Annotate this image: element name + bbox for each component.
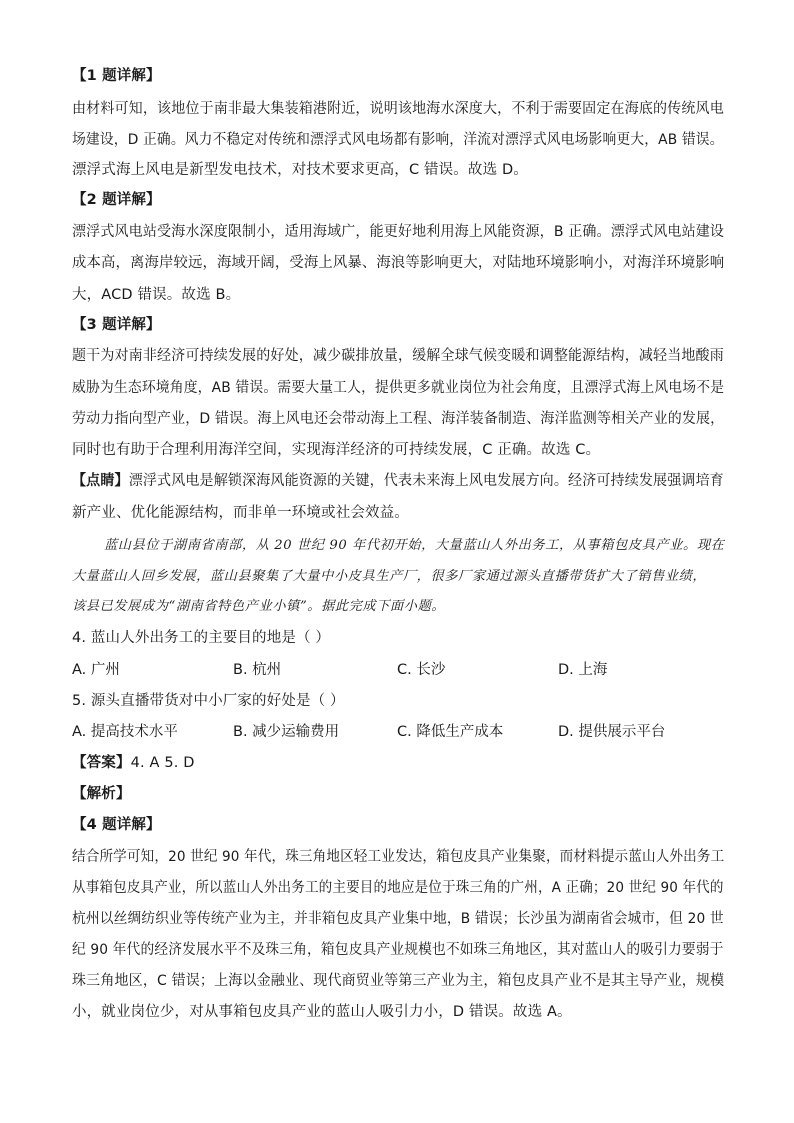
question5-option-b: B. 减少运输费用 — [233, 724, 340, 740]
q4-line-3: 杭州以丝绸纺织业等传统产业为主，并非箱包皮具产业集中地，B 错误；长沙虽为湖南省会城市，但 20 世 — [72, 911, 724, 927]
tip-line-1 — [72, 471, 724, 491]
q1-line-3: 漂浮式海上风电是新型发电技术，对技术要求更高，C 错误。故选 D。 — [72, 162, 528, 178]
q2-line-3: 大，ACD 错误。故选 B。 — [72, 287, 241, 303]
q1-line-1: 由材料可知，该地位于南非最大集装箱港附近，说明该地海水深度大，不利于需要固定在海底的传统风电 — [72, 101, 724, 117]
q3-line-3: 劳动力指向型产业，D 错误。海上风电还会带动海上工程、海洋装备制造、海洋监测等相关产业的发展， — [72, 411, 725, 427]
question4-option-d: D. 上海 — [558, 662, 608, 678]
question5-option-d: D. 提供展示平台 — [558, 724, 666, 740]
question5-stem: 5. 源头直播带货对中小厂家的好处是（ ） — [72, 693, 345, 709]
tip-line-2: 新产业、优化能源结构，而非单一环境或社会效益。 — [72, 505, 409, 521]
question5-option-a: A. 提高技术水平 — [72, 724, 178, 740]
passage-line-2: 大量蓝山人回乡发展，蓝山县聚集了大量中小皮具生产厂，很多厂家通过源头直播带货扩大了销售业绩， — [72, 569, 707, 584]
q2-heading: 【2 题详解】 — [72, 192, 161, 208]
passage-line-3: 该县已发展成为“湖南省特色产业小镇”。据此完成下面小题。 — [72, 599, 446, 614]
q4-line-1: 结合所学可知，20 世纪 90 年代，珠三角地区轻工业发达，箱包皮具产业集聚，而材料提示蓝山人外出务工 — [72, 849, 725, 865]
q4-line-5: 珠三角地区，C 错误；上海以金融业、现代商贸业等第三产业为主，箱包皮具产业不是其主导产业，规模 — [72, 973, 725, 989]
answer-text: 4. A 5. D — [130, 755, 195, 771]
tip-label: 【点睛】 — [72, 473, 129, 489]
q1-heading: 【1 题详解】 — [72, 68, 161, 84]
analysis-label: 【解析】 — [72, 786, 131, 802]
question4-option-a: A. 广州 — [72, 662, 120, 678]
question5-option-c: C. 降低生产成本 — [397, 724, 504, 740]
q3-line-4: 同时也有助于合理利用海洋空间，实现海洋经济的可持续发展，C 正确。故选 C。 — [72, 442, 601, 458]
q4-line-6: 小，就业岗位少，对从事箱包皮具产业的蓝山人吸引力小，D 错误。故选 A。 — [72, 1004, 572, 1020]
q1-line-2: 场建设，D 正确。风力不稳定对传统和漂浮式风电场都有影响，洋流对漂浮式风电场影响更大，AB 错误。 — [72, 132, 724, 148]
answer-label: 【答案】 — [72, 755, 131, 771]
q3-line-2: 威胁为生态环境角度，AB 错误。需要大量工人，提供更多就业岗位为社会角度，且漂浮式海上风电场不是 — [72, 380, 725, 396]
question4-stem: 4. 蓝山人外出务工的主要目的地是（ ） — [72, 630, 331, 646]
passage-line-1: 蓝山县位于湖南省南部，从 20 世纪 90 年代初开始，大量蓝山人外出务工，从事箱包皮具产业。现在 — [104, 538, 725, 553]
q3-line-1: 题干为对南非经济可持续发展的好处，减少碳排放量，缓解全球气候变暖和调整能源结构，减轻当地酸雨 — [72, 348, 724, 364]
question4-option-b: B. 杭州 — [233, 662, 282, 678]
answer-line — [72, 753, 195, 773]
q2-line-2: 成本高，离海岸较远，海域开阔，受海上风暴、海浪等影响更大，对陆地环境影响小，对海洋环境影响 — [72, 255, 725, 271]
q4-heading: 【4 题详解】 — [72, 817, 161, 833]
q4-line-2: 从事箱包皮具产业，所以蓝山人外出务工的主要目的地应是位于珠三角的广州，A 正确；20 世纪 90 年代的 — [72, 880, 724, 896]
q4-line-4: 纪 90 年代的经济发展水平不及珠三角，箱包皮具产业规模也不如珠三角地区，其对蓝山人的吸引力要弱于 — [72, 942, 724, 958]
q2-line-1: 漂浮式风电站受海水深度限制小，适用海域广，能更好地利用海上风能资源，B 正确。漂浮式风电站建设 — [72, 224, 725, 240]
q3-heading: 【3 题详解】 — [72, 317, 161, 333]
question4-option-c: C. 长沙 — [397, 662, 446, 678]
tip-text-1: 漂浮式风电是解锁深海风能资源的关键，代表未来海上风电发展方向。经济可持续发展强调培育 — [128, 473, 724, 489]
